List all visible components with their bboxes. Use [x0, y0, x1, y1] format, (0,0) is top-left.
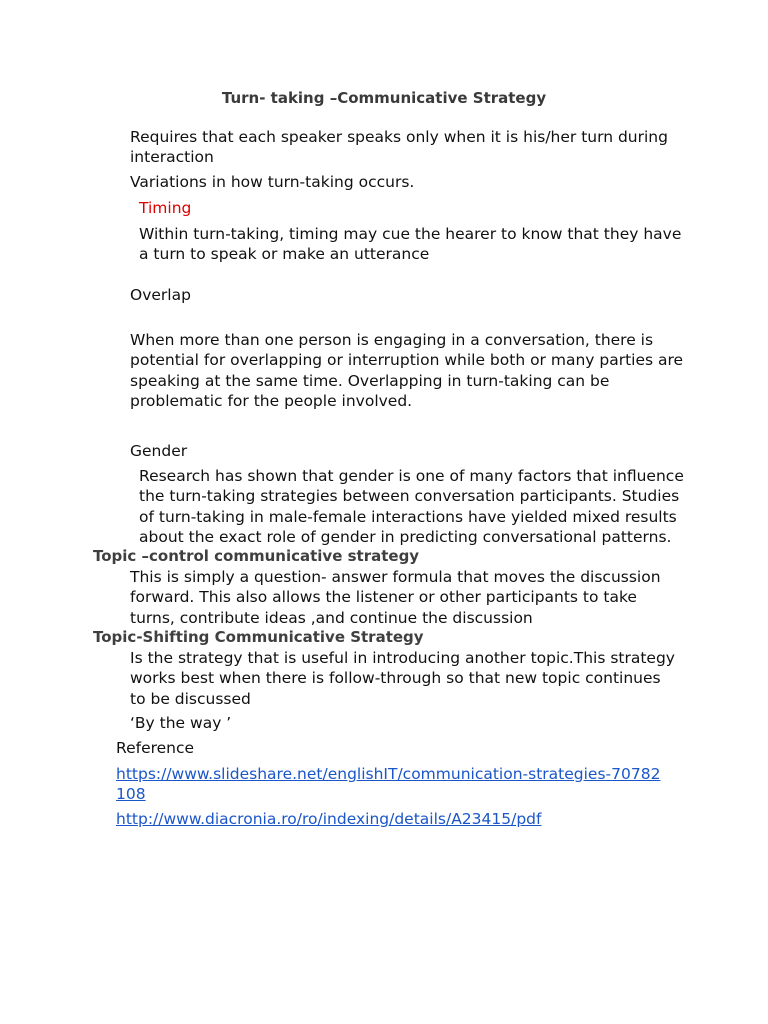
overlap-label: Overlap	[130, 286, 191, 304]
topic-shifting-paragraph: Is the strategy that is useful in introducing another topic.This strategy works best when there is follow-through so that new topic continues to be discussed	[130, 649, 675, 708]
topic-shifting-heading: Topic-Shifting Communicative Strategy	[93, 628, 424, 646]
topic-control-paragraph: This is simply a question- answer formula that moves the discussion forward. This also allows the listener or other participants to take turns, contribute ideas ,and continue the discussion	[130, 568, 661, 627]
gender-label: Gender	[130, 442, 188, 460]
topic-shifting-example: ‘By the way ’	[130, 714, 232, 732]
intro-paragraph: Requires that each speaker speaks only when it is his/her turn during interaction	[130, 128, 668, 167]
topic-control-heading: Topic –control communicative strategy	[93, 547, 420, 565]
reference-label: Reference	[116, 739, 195, 757]
variations-paragraph: Variations in how turn-taking occurs.	[130, 173, 415, 191]
timing-label: Timing	[139, 199, 192, 217]
reference-link-slideshare[interactable]: https://www.slideshare.net/englishIT/communication-strategies-70782108	[116, 765, 661, 804]
timing-paragraph: Within turn-taking, timing may cue the hearer to know that they have a turn to speak or make an utterance	[139, 225, 682, 264]
document-title: Turn- taking –Communicative Strategy	[221, 89, 547, 107]
overlap-paragraph: When more than one person is engaging in a conversation, there is potential for overlapping or interruption while both or many parties are speaking at the same time. Overlapping in turn-taking can be problematic for the people involved.	[130, 331, 684, 410]
gender-paragraph: Research has shown that gender is one of many factors that influence the turn-taking strategies between conversation participants. Studies of turn-taking in male-female interactions have yielded mixed results about the exact role of gender in predicting conversational patterns.	[139, 467, 684, 546]
reference-link-diacronia[interactable]: http://www.diacronia.ro/ro/indexing/details/A23415/pdf	[116, 810, 542, 828]
